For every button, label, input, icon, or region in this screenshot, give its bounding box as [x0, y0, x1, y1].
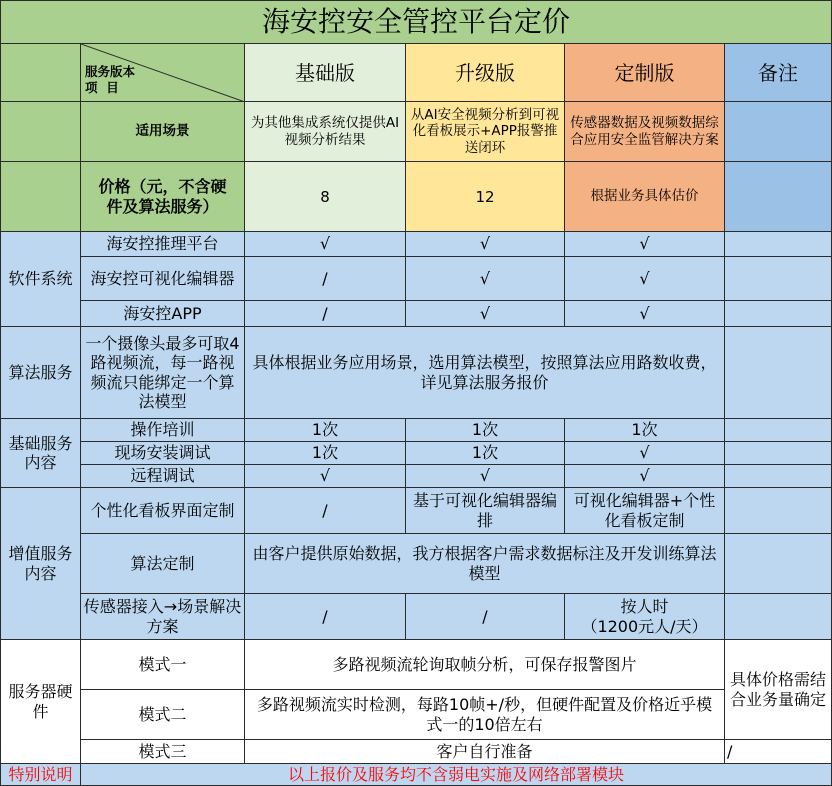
sensor-custom-line1: 按人时	[620, 597, 669, 617]
sensor-custom	[565, 594, 725, 640]
basic-service-upgrade: 1次	[406, 419, 565, 442]
price-upgrade: 12	[406, 162, 565, 232]
scenario-blank	[1, 102, 81, 162]
basic-service-notes	[725, 442, 832, 465]
software-basic: /	[245, 301, 406, 327]
header-corner	[81, 44, 245, 102]
algo-custom-notes	[725, 534, 832, 594]
software-notes	[725, 257, 832, 301]
algorithm-item: 一个摄像头最多可取4路视频流，每一路视频流只能绑定一个算法模型	[81, 327, 245, 419]
special-text: 以上报价及服务均不含弱电实施及网络部署模块	[81, 764, 832, 786]
scenario-custom: 传感器数据及视频数据综合应用安全监管解决方案	[565, 102, 725, 162]
software-item: 海安控APP	[81, 301, 245, 327]
sensor-notes	[725, 594, 832, 640]
scenario-notes	[725, 102, 832, 162]
software-notes	[725, 232, 832, 257]
basic-service-group: 基础服务内容	[1, 419, 81, 488]
header-blank	[1, 44, 81, 102]
corner-service-version: 服务版本	[85, 64, 136, 79]
mode1-text: 多路视频流轮询取帧分析，可保存报警图片	[245, 640, 725, 690]
basic-service-item: 远程调试	[81, 465, 245, 488]
page-title: 海安控安全管控平台定价	[1, 1, 832, 44]
basic-service-basic: √	[245, 465, 406, 488]
mode3-text: 客户自行准备	[245, 740, 725, 764]
software-upgrade: √	[406, 301, 565, 327]
software-item: 海安控推理平台	[81, 232, 245, 257]
software-custom: √	[565, 257, 725, 301]
mode1-item: 模式一	[81, 640, 245, 690]
header-notes: 备注	[725, 44, 832, 102]
basic-service-upgrade: 1次	[406, 442, 565, 465]
hardware-group: 服务器硬件	[1, 640, 81, 764]
dashboard-notes	[725, 488, 832, 534]
basic-service-upgrade: √	[406, 465, 565, 488]
software-upgrade: √	[406, 257, 565, 301]
value-added-group: 增值服务内容	[1, 488, 81, 640]
mode2-item: 模式二	[81, 690, 245, 740]
price-label: 价格（元，不含硬件及算法服务）	[81, 162, 245, 232]
sensor-upgrade: /	[406, 594, 565, 640]
mode3-item: 模式三	[81, 740, 245, 764]
scenario-basic: 为其他集成系统仅提供AI视频分析结果	[245, 102, 406, 162]
basic-service-notes	[725, 419, 832, 442]
scenario-upgrade: 从AI安全视频分析到可视化看板展示+APP报警推送闭环	[406, 102, 565, 162]
price-custom: 根据业务具体估价	[565, 162, 725, 232]
algorithm-notes	[725, 327, 832, 419]
scenario-label: 适用场景	[81, 102, 245, 162]
hardware-note: 具体价格需结合业务量确定	[725, 640, 832, 740]
dashboard-custom: 可视化编辑器+个性化看板定制	[565, 488, 725, 534]
basic-service-custom: √	[565, 442, 725, 465]
algorithm-text: 具体根据业务应用场景，选用算法模型，按照算法应用路数收费，详见算法服务报价	[245, 327, 725, 419]
basic-service-basic: 1次	[245, 442, 406, 465]
basic-service-custom: 1次	[565, 419, 725, 442]
mode3-note: /	[725, 740, 832, 764]
price-blank	[1, 162, 81, 232]
sensor-item: 传感器接入→场景解决方案	[81, 594, 245, 640]
special-label: 特别说明	[1, 764, 81, 786]
software-group: 软件系统	[1, 232, 81, 327]
software-item: 海安控可视化编辑器	[81, 257, 245, 301]
header-basic: 基础版	[245, 44, 406, 102]
header-upgrade: 升级版	[406, 44, 565, 102]
dashboard-item: 个性化看板界面定制	[81, 488, 245, 534]
sensor-custom-line2: （1200元人/天）	[581, 616, 708, 636]
basic-service-item: 操作培训	[81, 419, 245, 442]
price-notes	[725, 162, 832, 232]
algo-custom-text: 由客户提供原始数据，我方根据客户需求数据标注及开发训练算法模型	[245, 534, 725, 594]
software-basic: /	[245, 257, 406, 301]
dashboard-upgrade: 基于可视化编辑器编排	[406, 488, 565, 534]
sensor-basic: /	[245, 594, 406, 640]
basic-service-custom: √	[565, 465, 725, 488]
software-custom: √	[565, 301, 725, 327]
software-notes	[725, 301, 832, 327]
software-custom: √	[565, 232, 725, 257]
price-basic: 8	[245, 162, 406, 232]
mode2-text: 多路视频流实时检测，每路10帧+/秒，但硬件配置及价格近乎模式一的10倍左右	[245, 690, 725, 740]
corner-item: 项 目	[85, 80, 119, 96]
algo-custom-item: 算法定制	[81, 534, 245, 594]
algorithm-group: 算法服务	[1, 327, 81, 419]
dashboard-basic: /	[245, 488, 406, 534]
software-upgrade: √	[406, 232, 565, 257]
basic-service-notes	[725, 465, 832, 488]
software-basic: √	[245, 232, 406, 257]
header-custom: 定制版	[565, 44, 725, 102]
basic-service-basic: 1次	[245, 419, 406, 442]
basic-service-item: 现场安装调试	[81, 442, 245, 465]
